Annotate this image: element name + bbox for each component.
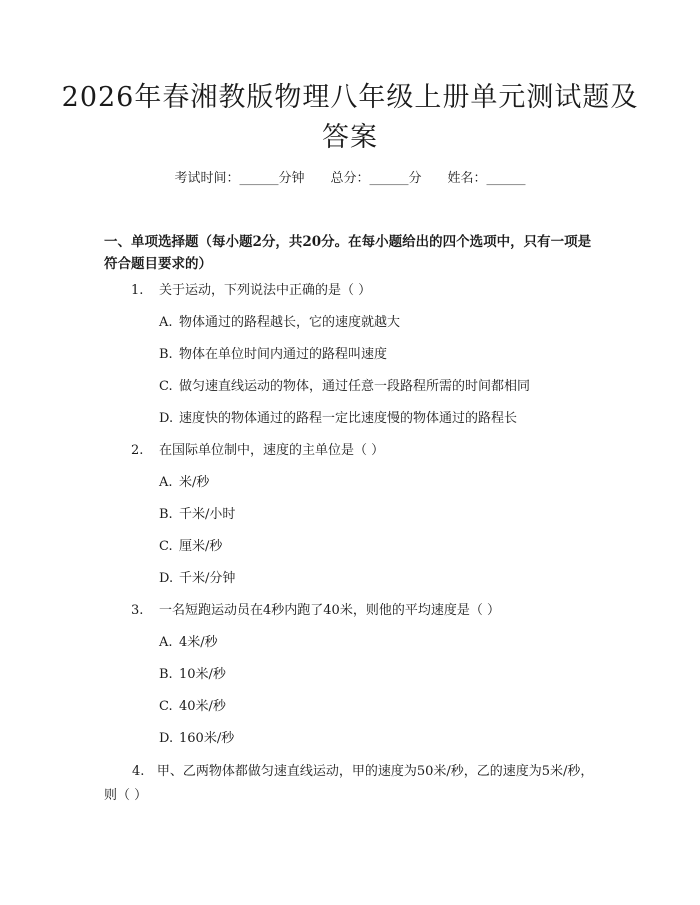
option-text: 4米/秒 xyxy=(179,635,218,650)
question-2-option-d xyxy=(159,570,235,588)
question-text: 在国际单位制中，速度的主单位是（ ） xyxy=(159,443,385,458)
question-text: 关于运动，下列说法中正确的是（ ） xyxy=(159,283,372,298)
option-letter: D. xyxy=(159,571,174,586)
question-number: 3. xyxy=(131,603,144,618)
option-text: 160米/秒 xyxy=(179,731,235,746)
option-text: 千米/分钟 xyxy=(179,571,236,586)
question-3-option-a xyxy=(159,634,218,652)
option-letter: A. xyxy=(159,635,173,650)
option-letter: B. xyxy=(159,347,173,362)
option-letter: B. xyxy=(159,667,173,682)
question-2-option-a xyxy=(159,474,209,492)
question-text: 甲、乙两物体都做匀速直线运动，甲的速度为50米/秒，乙的速度为5米/秒，则（ ） xyxy=(104,764,594,803)
option-letter: A. xyxy=(159,315,173,330)
question-3-option-b xyxy=(159,666,226,684)
option-text: 做匀速直线运动的物体，通过任意一段路程所需的时间都相同 xyxy=(179,379,531,394)
document-title: 2026年春湘教版物理八年级上册单元测试题及答案 xyxy=(61,82,639,153)
option-letter: C. xyxy=(159,699,173,714)
question-4 xyxy=(104,760,600,808)
question-3-option-d xyxy=(159,730,234,748)
option-letter: D. xyxy=(159,731,174,746)
total-score-field: 总分：______分 xyxy=(330,171,422,186)
exam-info xyxy=(0,170,700,188)
question-number: 2. xyxy=(131,443,144,458)
question-1-option-c xyxy=(159,378,530,396)
question-1-option-d xyxy=(159,410,517,428)
option-text: 40米/秒 xyxy=(179,699,226,714)
option-letter: A. xyxy=(159,475,173,490)
question-1-option-a xyxy=(159,314,400,332)
question-3 xyxy=(131,602,500,620)
question-number: 4. xyxy=(132,764,145,779)
question-1-option-b xyxy=(159,346,387,364)
option-letter: C. xyxy=(159,539,173,554)
option-text: 物体在单位时间内通过的路程叫速度 xyxy=(179,347,388,362)
option-letter: B. xyxy=(159,507,173,522)
option-text: 千米/小时 xyxy=(179,507,236,522)
option-text: 速度快的物体通过的路程一定比速度慢的物体通过的路程长 xyxy=(179,411,518,426)
question-2-option-c xyxy=(159,538,222,556)
question-text: 一名短跑运动员在4秒内跑了40米，则他的平均速度是（ ） xyxy=(159,603,500,618)
option-text: 10米/秒 xyxy=(179,667,226,682)
name-field: 姓名：______ xyxy=(447,171,526,186)
question-2-option-b xyxy=(159,506,235,524)
option-text: 厘米/秒 xyxy=(179,539,223,554)
section-heading: 一、单项选择题（每小题2分，共20分。在每小题给出的四个选项中，只有一项是符合题目要求的） xyxy=(104,234,592,272)
option-text: 物体通过的路程越长，它的速度就越大 xyxy=(179,315,401,330)
option-letter: C. xyxy=(159,379,173,394)
question-1 xyxy=(131,282,371,300)
option-text: 米/秒 xyxy=(179,475,210,490)
question-3-option-c xyxy=(159,698,226,716)
question-number: 1. xyxy=(131,283,144,298)
exam-time-field: 考试时间：______分钟 xyxy=(174,171,305,186)
option-letter: D. xyxy=(159,411,174,426)
question-2 xyxy=(131,442,384,460)
